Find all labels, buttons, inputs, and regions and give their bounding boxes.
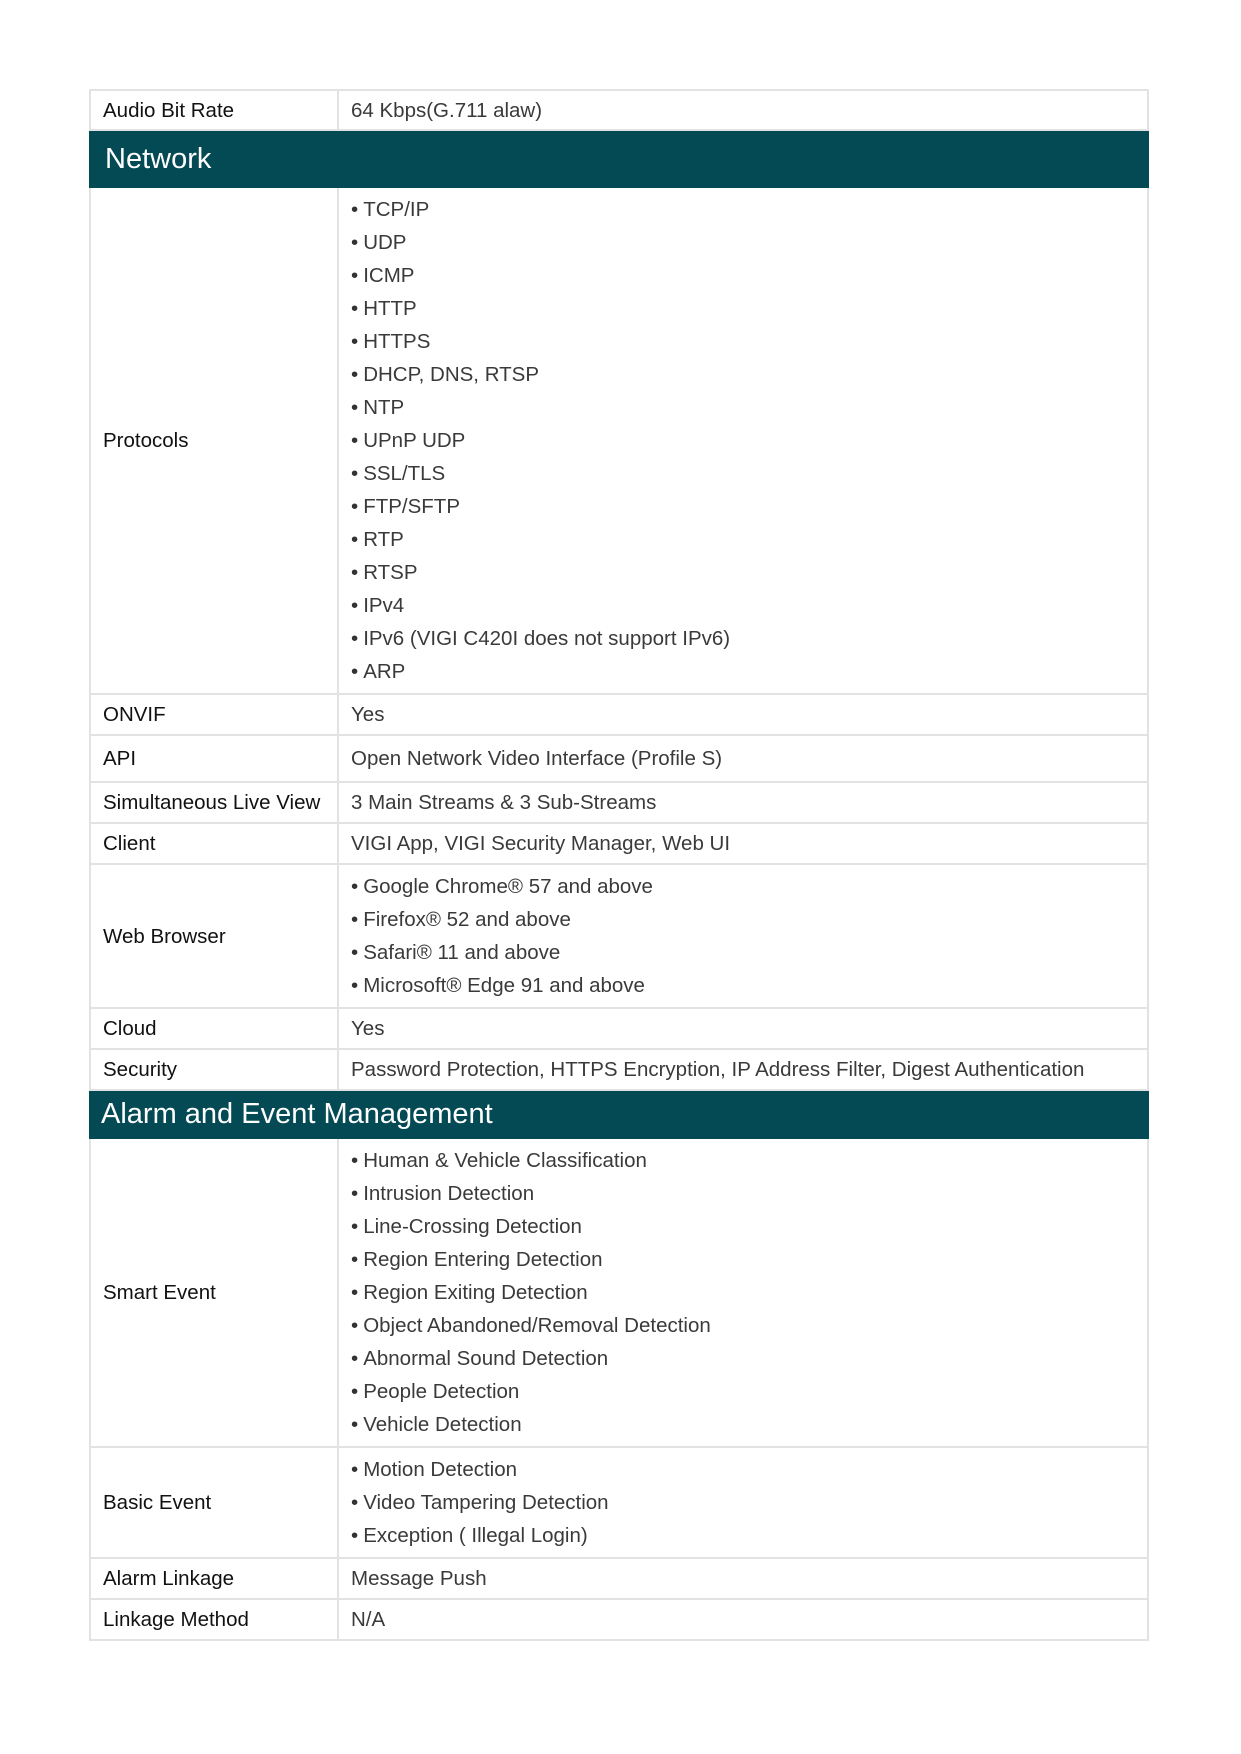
list-item: • Microsoft® Edge 91 and above: [351, 969, 1135, 1002]
list-item: • Human & Vehicle Classification: [351, 1144, 1135, 1177]
list-item: • Abnormal Sound Detection: [351, 1342, 1135, 1375]
list-item: • Region Entering Detection: [351, 1243, 1135, 1276]
row-label: Simultaneous Live View: [90, 782, 338, 823]
list-item: • People Detection: [351, 1375, 1135, 1408]
row-value: 3 Main Streams & 3 Sub-Streams: [338, 782, 1148, 823]
row-label: Protocols: [90, 187, 338, 694]
row-label: Web Browser: [90, 864, 338, 1008]
list-item: • RTP: [351, 523, 1135, 556]
row-value: 64 Kbps(G.711 alaw): [338, 90, 1148, 130]
section-header-alarm: [90, 1090, 1148, 1138]
list-item: • Video Tampering Detection: [351, 1486, 1135, 1519]
list-item: • RTSP: [351, 556, 1135, 589]
list-item: • NTP: [351, 391, 1135, 424]
list-item: • Google Chrome® 57 and above: [351, 870, 1135, 903]
list-item: • ARP: [351, 655, 1135, 688]
list-item: • Motion Detection: [351, 1453, 1135, 1486]
list-item: • Exception ( Illegal Login): [351, 1519, 1135, 1552]
row-smart-event: [90, 1138, 1148, 1447]
row-label: ONVIF: [90, 694, 338, 735]
row-value: Yes: [338, 694, 1148, 735]
row-linkage-method: [90, 1599, 1148, 1640]
list-item: • DHCP, DNS, RTSP: [351, 358, 1135, 391]
row-label: Basic Event: [90, 1447, 338, 1558]
list-item: • HTTP: [351, 292, 1135, 325]
list-item: • TCP/IP: [351, 193, 1135, 226]
list-item: • UDP: [351, 226, 1135, 259]
row-label: Client: [90, 823, 338, 864]
row-client: [90, 823, 1148, 864]
section-title: Network: [90, 130, 1148, 187]
list-item: • Object Abandoned/Removal Detection: [351, 1309, 1135, 1342]
row-cloud: [90, 1008, 1148, 1049]
list-item: • Region Exiting Detection: [351, 1276, 1135, 1309]
row-basic-event: [90, 1447, 1148, 1558]
row-label: Cloud: [90, 1008, 338, 1049]
row-security: [90, 1049, 1148, 1090]
row-audio-bit-rate: [90, 90, 1148, 130]
row-label: Security: [90, 1049, 338, 1090]
list-item: • IPv4: [351, 589, 1135, 622]
list-item: • Vehicle Detection: [351, 1408, 1135, 1441]
row-api: [90, 735, 1148, 782]
list-item: • Firefox® 52 and above: [351, 903, 1135, 936]
row-onvif: [90, 694, 1148, 735]
list-item: • Safari® 11 and above: [351, 936, 1135, 969]
list-item: • Line-Crossing Detection: [351, 1210, 1135, 1243]
spec-table: [89, 89, 1149, 1641]
list-item: • ICMP: [351, 259, 1135, 292]
row-label: API: [90, 735, 338, 782]
section-title: Alarm and Event Management: [90, 1090, 1148, 1138]
web-browser-list: [338, 864, 1148, 1008]
row-value: Password Protection, HTTPS Encryption, IP Address Filter, Digest Authentication: [338, 1049, 1148, 1090]
row-value: Message Push: [338, 1558, 1148, 1599]
section-header-network: [90, 130, 1148, 187]
row-value: Yes: [338, 1008, 1148, 1049]
row-label: Smart Event: [90, 1138, 338, 1447]
list-item: • SSL/TLS: [351, 457, 1135, 490]
row-label: Linkage Method: [90, 1599, 338, 1640]
list-item: • UPnP UDP: [351, 424, 1135, 457]
row-simultaneous-live-view: [90, 782, 1148, 823]
row-alarm-linkage: [90, 1558, 1148, 1599]
row-value: Open Network Video Interface (Profile S): [338, 735, 1148, 782]
list-item: • FTP/SFTP: [351, 490, 1135, 523]
list-item: • HTTPS: [351, 325, 1135, 358]
row-label: Alarm Linkage: [90, 1558, 338, 1599]
list-item: • Intrusion Detection: [351, 1177, 1135, 1210]
protocols-list: [338, 187, 1148, 694]
row-label: Audio Bit Rate: [90, 90, 338, 130]
row-value: N/A: [338, 1599, 1148, 1640]
row-value: VIGI App, VIGI Security Manager, Web UI: [338, 823, 1148, 864]
basic-event-list: [338, 1447, 1148, 1558]
row-protocols: [90, 187, 1148, 694]
list-item: • IPv6 (VIGI C420I does not support IPv6): [351, 622, 1135, 655]
smart-event-list: [338, 1138, 1148, 1447]
row-web-browser: [90, 864, 1148, 1008]
